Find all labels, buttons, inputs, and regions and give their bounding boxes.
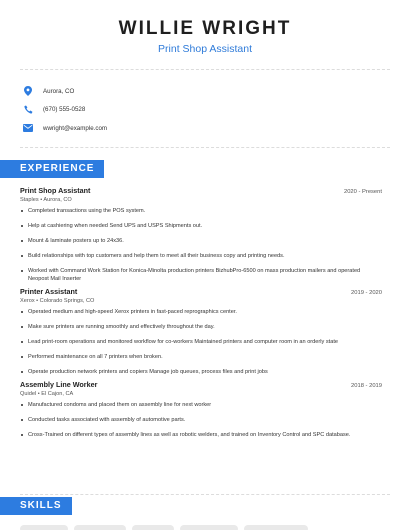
job-bullet: Operate production network printers and copiers Manage job queues, process files and print jobs <box>20 368 382 376</box>
job-entry <box>20 186 382 283</box>
contact-divider <box>20 147 390 148</box>
job-title: Print Shop Assistant <box>20 185 91 195</box>
skills-heading: SKILLS <box>0 497 72 515</box>
job-bullets <box>20 401 382 439</box>
job-dates: 2018 - 2019 <box>351 382 382 389</box>
job-company: Staples • Aurora, CO <box>20 196 72 203</box>
contact-list <box>0 70 410 147</box>
location-text: Aurora, CO <box>43 87 75 95</box>
job-company: Quidel • El Cajon, CA <box>20 390 74 397</box>
job-entry <box>20 287 382 376</box>
contact-location <box>22 82 410 101</box>
job-dates: 2019 - 2020 <box>351 289 382 296</box>
skill-chip <box>244 525 308 530</box>
job-bullet: Completed transactions using the POS system. <box>20 207 382 215</box>
job-bullets <box>20 308 382 376</box>
skill-chip <box>132 525 174 530</box>
job-company: Xerox • Colorado Springs, CO <box>20 297 95 304</box>
phone-icon <box>22 104 34 116</box>
experience-list <box>0 186 410 439</box>
job-bullet: Operated medium and high-speed Xerox printers in fast-paced reprographics center. <box>20 308 382 316</box>
resume-header <box>0 0 410 56</box>
skill-chip-row <box>0 525 410 530</box>
candidate-name: WILLIE WRIGHT <box>118 18 292 39</box>
contact-phone <box>22 101 410 120</box>
job-dates: 2020 - Present <box>343 188 382 195</box>
skill-chip <box>180 525 238 530</box>
email-text[interactable]: wwright@example.com <box>43 124 108 132</box>
job-bullets <box>20 207 382 283</box>
job-title: Printer Assistant <box>20 286 78 296</box>
skills-divider <box>20 494 390 495</box>
skill-chip <box>74 525 126 530</box>
phone-text: (670) 555-0528 <box>43 106 86 114</box>
contact-email[interactable] <box>22 119 410 138</box>
email-icon <box>22 122 34 134</box>
skills-section <box>0 494 410 530</box>
job-bullet: Mount & laminate posters up to 24x36. <box>20 237 382 245</box>
candidate-title: Print Shop Assistant <box>158 43 252 55</box>
job-title: Assembly Line Worker <box>20 379 98 389</box>
job-bullet: Conducted tasks associated with assembly of automotive parts. <box>20 416 382 424</box>
job-bullet: Cross-Trained on different types of assembly lines as well as robotic welders, and trained on Inventory Control and SPC database. <box>20 431 382 439</box>
job-bullet: Manufactured condoms and placed them on assembly line for next worker <box>20 401 382 409</box>
experience-heading: EXPERIENCE <box>0 160 104 178</box>
job-bullet: Worked with Command Work Station for Konica-Minolta production printers BizhubPro-6500 on mass production mailers and operated Neopost Mail Inserter <box>20 267 382 283</box>
job-bullet: Lead print-room operations and monitored workflow for co-workers Maintained printers and computer room in an orderly state <box>20 338 382 346</box>
job-bullet: Build relationships with top customers and help them to meet all their business copy and printing needs. <box>20 252 382 260</box>
skill-chip <box>20 525 68 530</box>
job-bullet: Make sure printers are running smoothly and effectively throughout the day. <box>20 323 382 331</box>
map-pin-icon <box>22 85 34 97</box>
job-bullet: Performed maintenance on all 7 printers when broken. <box>20 353 382 361</box>
job-entry <box>20 380 382 439</box>
job-bullet: Help at cashiering when needed Send UPS and USPS Shipments out. <box>20 222 382 230</box>
